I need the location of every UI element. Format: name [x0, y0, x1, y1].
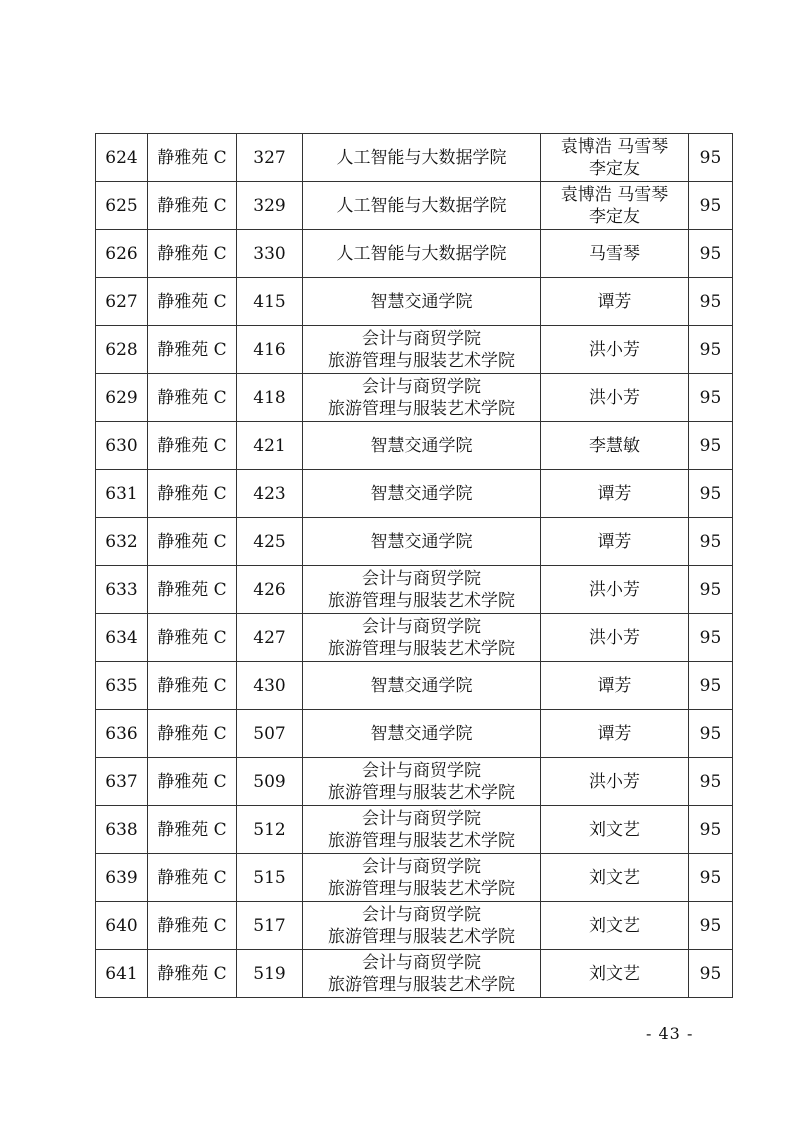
building-cell: 静雅苑 C: [148, 710, 237, 758]
page-number: - 43 -: [646, 1024, 694, 1043]
teacher-cell: [541, 182, 689, 230]
college-line: 旅游管理与服装艺术学院: [328, 590, 515, 611]
score-cell: 95: [689, 902, 733, 950]
teacher-line: 刘文艺: [589, 915, 640, 936]
teacher-cell: [541, 422, 689, 470]
college-cell: [303, 662, 541, 710]
building-cell: 静雅苑 C: [148, 422, 237, 470]
row-number-cell: 636: [96, 710, 148, 758]
room-number-cell: 327: [237, 134, 303, 182]
room-number-cell: 507: [237, 710, 303, 758]
room-number-cell: 425: [237, 518, 303, 566]
teacher-line: 洪小芳: [589, 771, 640, 792]
teacher-line: 洪小芳: [589, 579, 640, 600]
college-line: 会计与商贸学院: [362, 808, 481, 829]
teacher-line: 洪小芳: [589, 627, 640, 648]
row-number-cell: 625: [96, 182, 148, 230]
teacher-cell: [541, 374, 689, 422]
teacher-line: 谭芳: [597, 483, 632, 504]
teacher-cell: [541, 902, 689, 950]
row-number-cell: 627: [96, 278, 148, 326]
table-row: [96, 518, 733, 566]
room-number-cell: 512: [237, 806, 303, 854]
college-line: 智慧交通学院: [370, 531, 473, 552]
college-line: 旅游管理与服装艺术学院: [328, 926, 515, 947]
table-row: [96, 566, 733, 614]
room-number-cell: 418: [237, 374, 303, 422]
score-cell: 95: [689, 566, 733, 614]
college-line: 旅游管理与服装艺术学院: [328, 974, 515, 995]
teacher-cell: [541, 614, 689, 662]
college-cell: [303, 614, 541, 662]
dormitory-score-table: [95, 133, 733, 998]
room-number-cell: 517: [237, 902, 303, 950]
college-line: 智慧交通学院: [370, 723, 473, 744]
table-row: [96, 662, 733, 710]
teacher-line: 袁博浩 马雪琴: [560, 136, 669, 157]
building-cell: 静雅苑 C: [148, 902, 237, 950]
score-cell: 95: [689, 326, 733, 374]
row-number-cell: 634: [96, 614, 148, 662]
building-cell: 静雅苑 C: [148, 854, 237, 902]
row-number-cell: 632: [96, 518, 148, 566]
score-cell: 95: [689, 182, 733, 230]
building-cell: 静雅苑 C: [148, 326, 237, 374]
college-line: 旅游管理与服装艺术学院: [328, 878, 515, 899]
teacher-cell: [541, 518, 689, 566]
row-number-cell: 635: [96, 662, 148, 710]
building-cell: 静雅苑 C: [148, 470, 237, 518]
college-line: 会计与商贸学院: [362, 856, 481, 877]
score-cell: 95: [689, 710, 733, 758]
row-number-cell: 633: [96, 566, 148, 614]
score-cell: 95: [689, 854, 733, 902]
teacher-cell: [541, 950, 689, 998]
table-row: [96, 710, 733, 758]
college-cell: [303, 134, 541, 182]
college-line: 会计与商贸学院: [362, 952, 481, 973]
teacher-cell: [541, 710, 689, 758]
row-number-cell: 629: [96, 374, 148, 422]
room-number-cell: 427: [237, 614, 303, 662]
college-cell: [303, 950, 541, 998]
table-row: [96, 422, 733, 470]
room-number-cell: 426: [237, 566, 303, 614]
room-number-cell: 509: [237, 758, 303, 806]
teacher-line: 谭芳: [597, 531, 632, 552]
score-cell: 95: [689, 422, 733, 470]
teacher-cell: [541, 566, 689, 614]
room-number-cell: 330: [237, 230, 303, 278]
table-body: [96, 134, 733, 998]
row-number-cell: 628: [96, 326, 148, 374]
teacher-line: 刘文艺: [589, 819, 640, 840]
building-cell: 静雅苑 C: [148, 950, 237, 998]
room-number-cell: 421: [237, 422, 303, 470]
college-line: 旅游管理与服装艺术学院: [328, 830, 515, 851]
score-cell: 95: [689, 950, 733, 998]
teacher-line: 李定友: [589, 206, 640, 227]
college-cell: [303, 278, 541, 326]
table-row: [96, 614, 733, 662]
table-row: [96, 374, 733, 422]
teacher-line: 刘文艺: [589, 867, 640, 888]
college-cell: [303, 182, 541, 230]
teacher-cell: [541, 470, 689, 518]
college-line: 会计与商贸学院: [362, 760, 481, 781]
teacher-line: 李定友: [589, 158, 640, 179]
college-cell: [303, 710, 541, 758]
college-cell: [303, 422, 541, 470]
college-line: 旅游管理与服装艺术学院: [328, 782, 515, 803]
teacher-line: 谭芳: [597, 291, 632, 312]
building-cell: 静雅苑 C: [148, 806, 237, 854]
college-line: 旅游管理与服装艺术学院: [328, 638, 515, 659]
table-row: [96, 278, 733, 326]
building-cell: 静雅苑 C: [148, 566, 237, 614]
building-cell: 静雅苑 C: [148, 758, 237, 806]
row-number-cell: 641: [96, 950, 148, 998]
college-line: 人工智能与大数据学院: [336, 147, 507, 168]
score-cell: 95: [689, 806, 733, 854]
college-line: 旅游管理与服装艺术学院: [328, 398, 515, 419]
building-cell: 静雅苑 C: [148, 134, 237, 182]
score-cell: 95: [689, 614, 733, 662]
room-number-cell: 430: [237, 662, 303, 710]
college-line: 智慧交通学院: [370, 675, 473, 696]
college-line: 旅游管理与服装艺术学院: [328, 350, 515, 371]
teacher-line: 谭芳: [597, 675, 632, 696]
college-cell: [303, 230, 541, 278]
row-number-cell: 631: [96, 470, 148, 518]
college-line: 会计与商贸学院: [362, 376, 481, 397]
building-cell: 静雅苑 C: [148, 182, 237, 230]
college-line: 人工智能与大数据学院: [336, 243, 507, 264]
college-line: 会计与商贸学院: [362, 904, 481, 925]
college-cell: [303, 902, 541, 950]
teacher-line: 李慧敏: [589, 435, 640, 456]
room-number-cell: 515: [237, 854, 303, 902]
college-cell: [303, 374, 541, 422]
table-row: [96, 902, 733, 950]
college-line: 智慧交通学院: [370, 483, 473, 504]
score-cell: 95: [689, 758, 733, 806]
score-cell: 95: [689, 662, 733, 710]
college-cell: [303, 470, 541, 518]
teacher-cell: [541, 806, 689, 854]
college-line: 会计与商贸学院: [362, 568, 481, 589]
teacher-line: 马雪琴: [589, 243, 640, 264]
table-row: [96, 950, 733, 998]
teacher-cell: [541, 854, 689, 902]
college-cell: [303, 566, 541, 614]
room-number-cell: 415: [237, 278, 303, 326]
table-row: [96, 854, 733, 902]
table-row: [96, 758, 733, 806]
college-line: 会计与商贸学院: [362, 616, 481, 637]
teacher-line: 洪小芳: [589, 339, 640, 360]
table-row: [96, 230, 733, 278]
row-number-cell: 639: [96, 854, 148, 902]
table-row: [96, 806, 733, 854]
teacher-line: 谭芳: [597, 723, 632, 744]
score-cell: 95: [689, 230, 733, 278]
teacher-cell: [541, 662, 689, 710]
row-number-cell: 626: [96, 230, 148, 278]
table-row: [96, 470, 733, 518]
room-number-cell: 519: [237, 950, 303, 998]
building-cell: 静雅苑 C: [148, 518, 237, 566]
college-line: 智慧交通学院: [370, 291, 473, 312]
college-cell: [303, 518, 541, 566]
score-cell: 95: [689, 278, 733, 326]
teacher-cell: [541, 278, 689, 326]
college-cell: [303, 326, 541, 374]
table-row: [96, 134, 733, 182]
teacher-cell: [541, 230, 689, 278]
score-cell: 95: [689, 374, 733, 422]
room-number-cell: 329: [237, 182, 303, 230]
teacher-cell: [541, 326, 689, 374]
teacher-line: 刘文艺: [589, 963, 640, 984]
college-cell: [303, 854, 541, 902]
building-cell: 静雅苑 C: [148, 662, 237, 710]
teacher-cell: [541, 758, 689, 806]
room-number-cell: 423: [237, 470, 303, 518]
row-number-cell: 640: [96, 902, 148, 950]
row-number-cell: 630: [96, 422, 148, 470]
score-cell: 95: [689, 470, 733, 518]
building-cell: 静雅苑 C: [148, 374, 237, 422]
building-cell: 静雅苑 C: [148, 614, 237, 662]
teacher-line: 洪小芳: [589, 387, 640, 408]
score-cell: 95: [689, 518, 733, 566]
table-row: [96, 326, 733, 374]
score-cell: 95: [689, 134, 733, 182]
row-number-cell: 638: [96, 806, 148, 854]
room-number-cell: 416: [237, 326, 303, 374]
row-number-cell: 637: [96, 758, 148, 806]
teacher-line: 袁博浩 马雪琴: [560, 184, 669, 205]
row-number-cell: 624: [96, 134, 148, 182]
college-cell: [303, 758, 541, 806]
college-line: 智慧交通学院: [370, 435, 473, 456]
table-row: [96, 182, 733, 230]
building-cell: 静雅苑 C: [148, 230, 237, 278]
college-cell: [303, 806, 541, 854]
building-cell: 静雅苑 C: [148, 278, 237, 326]
college-line: 人工智能与大数据学院: [336, 195, 507, 216]
college-line: 会计与商贸学院: [362, 328, 481, 349]
teacher-cell: [541, 134, 689, 182]
